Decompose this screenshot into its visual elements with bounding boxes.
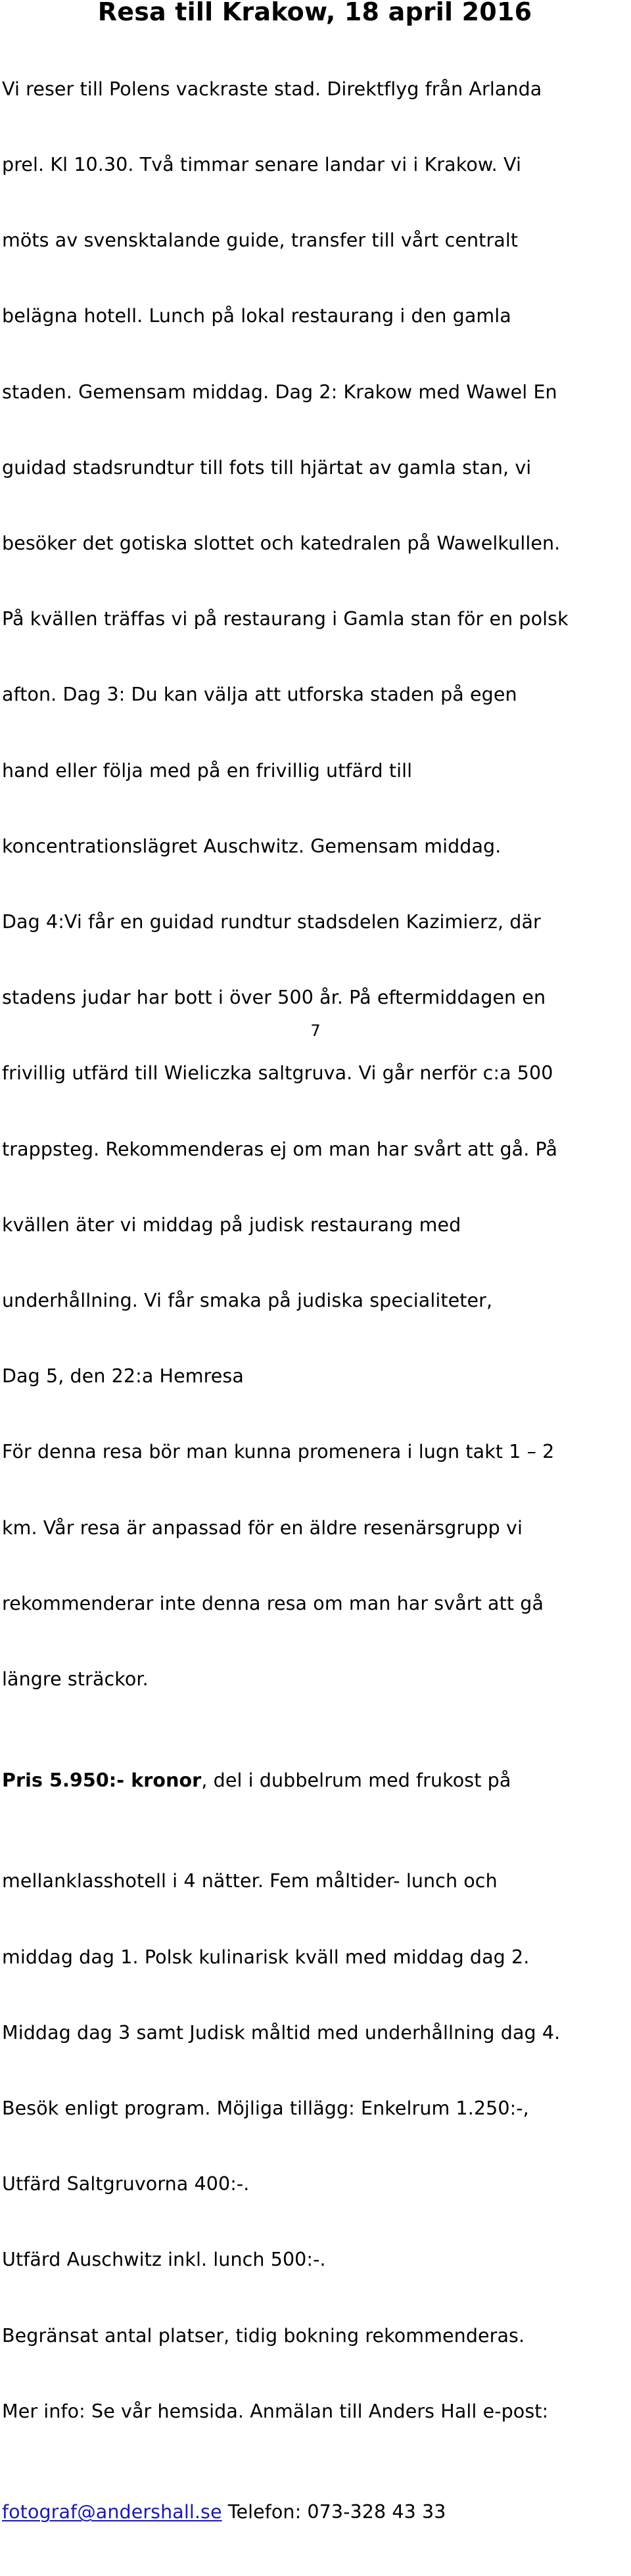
text-line: För denna resa bör man kunna promenera i lugn takt 1 – 2 [2,1441,555,1463]
text-line: koncentrationslägret Auschwitz. Gemensam middag. [2,835,502,857]
text-line: Dag 5, den 22:a Hemresa [2,1365,244,1388]
document-page [2,0,628,2576]
email-link[interactable]: fotograf@andershall.se [2,2501,222,2523]
contact-line [2,2500,628,2525]
text-line: Besök enligt program. Möjliga tillägg: Enkelrum 1.250:-, [2,2097,529,2119]
text-line: guidad stadsrundtur till fots till hjärtat av gamla stan, vi [2,456,532,479]
text-line: Utfärd Auschwitz inkl. lunch 500:-. [2,2249,326,2271]
text-line: staden. Gemensam middag. Dag 2: Krakow med Wawel En [2,381,557,403]
text-line: belägna hotell. Lunch på lokal restaurang i den gamla [2,305,511,327]
text-line: underhållning. Vi får smaka på judiska specialiteter, [2,1290,493,1312]
text-line: afton. Dag 3: Du kan välja att utforska staden på egen [2,684,517,706]
text-line: trappsteg. Rekommenderas ej om man har svårt att gå. På [2,1138,558,1160]
text-line: Vi reser till Polens vackraste stad. Direktflyg från Arlanda [2,78,542,100]
price-label: Pris 5.950:- kronor [2,1769,202,1791]
text-line: km. Vår resa är anpassad för en äldre resenärsgrupp vi [2,1516,523,1539]
text-line: prel. Kl 10.30. Två timmar senare landar vi i Krakow. Vi [2,154,521,176]
document-title: Resa till Krakow, 18 april 2016 [97,0,532,26]
text-line: besöker det gotiska slottet och katedralen på Wawelkullen. [2,532,561,555]
text-line: Middag dag 3 samt Judisk måltid med underhållning dag 4. [2,2021,561,2044]
text-line: frivillig utfärd till Wieliczka saltgruva. Vi går nerför c:a 500 [2,1062,553,1085]
text-line: längre sträckor. [2,1668,149,1691]
text-line: middag dag 1. Polsk kulinarisk kväll med middag dag 2. [2,1946,530,1968]
price-details: , del i dubbelrum med frukost på [201,1769,511,1791]
text-line: stadens judar har bott i över 500 år. På eftermiddagen en [2,987,546,1009]
text-line: möts av svensktalande guide, transfer till vårt centralt [2,229,519,252]
text-line: Dag 4:Vi får en guidad rundtur stadsdelen Kazimierz, där [2,911,541,933]
text-line: kvällen äter vi middag på judisk restaurang med [2,1213,461,1236]
itinerary-text [2,26,628,2576]
phone-text: Telefon: 073-328 43 33 [222,2501,446,2523]
text-line: Mer info: Se vår hemsida. Anmälan till Anders Hall e-post: [2,2400,549,2422]
text-line: Utfärd Saltgruvorna 400:-. [2,2173,250,2195]
page-number: 7 [310,1021,321,1040]
text-line: På kvällen träffas vi på restaurang i Gamla stan för en polsk [2,608,569,630]
text-line: hand eller följa med på en frivillig utfärd till [2,759,413,782]
text-line: Begränsat antal platser, tidig bokning rekommenderas. [2,2324,525,2347]
price-line [2,1768,628,1793]
text-line: rekommenderar inte denna resa om man har svårt att gå [2,1592,544,1614]
text-line: mellanklasshotell i 4 nätter. Fem måltider- lunch och [2,1870,498,1892]
